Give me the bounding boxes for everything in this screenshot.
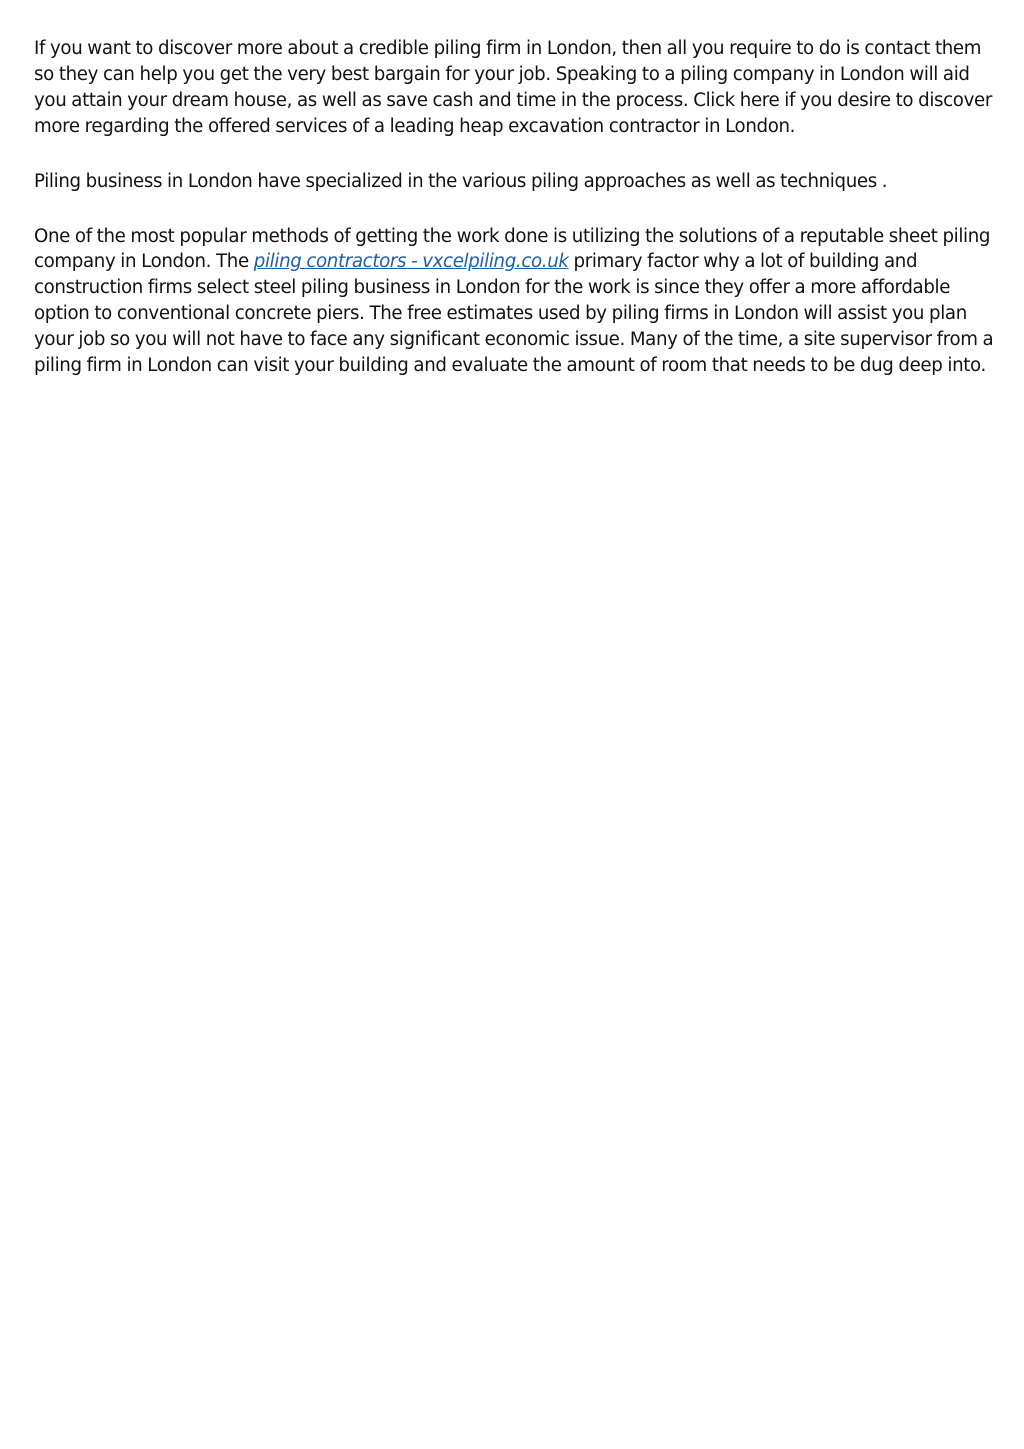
document-body [34, 36, 994, 408]
paragraph-sheet-piling [34, 224, 994, 379]
piling-contractors-link[interactable]: piling contractors - vxcelpiling.co.uk [253, 251, 569, 273]
paragraph-text-after-link: primary factor why a lot of building and construction firms select steel piling business in London for the work is since they offer a more affordable option to conventional concrete piers. The free estimates used by piling firms in London will assist you plan your job so you will not have to face any significant economic issue. Many of the time, a site supervisor from a piling firm in London can visit your building and evaluate the amount of room that needs to be dug deep into. [34, 251, 994, 377]
paragraph-intro: If you want to discover more about a credible piling firm in London, then all you require to do is contact them so they can help you get the very best bargain for your job. Speaking to a piling company in London will aid you attain your dream house, as well as save cash and time in the process. Click here if you desire to discover more regarding the offered services of a leading heap excavation contractor in London. [34, 38, 992, 137]
paragraph-text-before-link: One of the most popular methods of getting the work done is utilizing the solutions of a reputable sheet piling company in London. The [34, 225, 991, 273]
paragraph-specialization: Piling business in London have specialized in the various piling approaches as well as techniques . [34, 170, 888, 192]
